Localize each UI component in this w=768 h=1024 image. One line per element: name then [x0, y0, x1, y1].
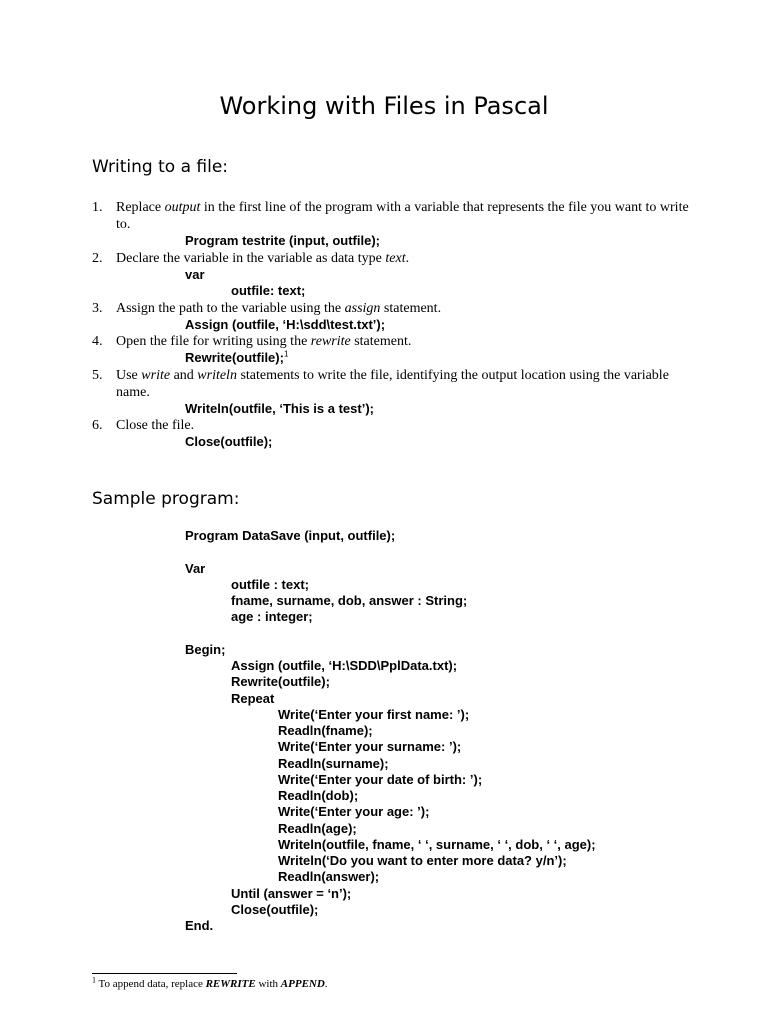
footnote-divider [92, 973, 237, 974]
program-line: End. [185, 918, 214, 933]
step-text-post: statements to write the file, identifying the output location using the variable name. [116, 367, 669, 400]
footnote-reference: 1 [283, 349, 289, 359]
program-line: age : integer; [231, 609, 313, 625]
step-text-emphasis: assign [344, 300, 381, 316]
step-item [92, 300, 692, 334]
step-text [116, 417, 692, 434]
sample-program-code [92, 528, 692, 934]
step-text-emphasis: rewrite [310, 334, 351, 349]
program-line: Writeln(outfile, fname, ‘ ‘, surname, ‘ ‘, dob, ‘ ‘, age); [278, 836, 596, 852]
program-line: Write(‘Enter your age: ’); [278, 804, 430, 820]
step-number: 2. [92, 250, 103, 266]
code-text: Program testrite (input, outfile); [185, 233, 380, 248]
program-line: Write(‘Enter your date of birth: ’); [278, 771, 483, 787]
footnote-marker: 1 [92, 975, 96, 985]
program-line: Close(outfile); [231, 901, 319, 917]
step-number: 4. [92, 334, 103, 349]
program-line: Readln(answer); [278, 869, 380, 885]
step-text-post: . [405, 250, 410, 266]
step-number: 5. [92, 367, 103, 383]
step-text-pre: Replace [116, 200, 165, 215]
step-text-pre: Use [116, 367, 142, 383]
step-text-emphasis: text [385, 250, 406, 266]
step-text-emphasis: output [164, 200, 201, 215]
program-line: outfile : text; [231, 576, 309, 592]
step-code-line [185, 267, 692, 284]
step-text-emphasis-2: writeln [197, 367, 237, 383]
step-code-line [185, 434, 692, 451]
step-number: 1. [92, 200, 103, 215]
program-line: Until (answer = ‘n’); [231, 885, 352, 901]
program-line: Write(‘Enter your surname: ’); [278, 739, 462, 755]
code-text: var [185, 266, 205, 282]
program-line: Repeat [231, 690, 275, 706]
code-text: Writeln(outfile, ‘This is a test’); [185, 400, 374, 416]
step-text-post: in the first line of the program with a variable that represents the file you want to write to. [116, 200, 689, 232]
step-text [116, 300, 692, 317]
page-title: Working with Files in Pascal [219, 92, 549, 120]
footnote-text-pre: To append data, replace [96, 978, 206, 990]
step-number: 6. [92, 418, 103, 433]
step-item [92, 250, 692, 300]
program-line: Readln(age); [278, 820, 357, 836]
program-line: Readln(dob); [278, 788, 359, 803]
step-text [116, 199, 692, 233]
steps-list [92, 199, 692, 451]
footnote-text-post: . [324, 978, 328, 990]
program-line: fname, surname, dob, answer : String; [231, 593, 468, 608]
step-text [116, 333, 692, 350]
program-line: Var [185, 560, 206, 576]
footnote-keyword-rewrite: REWRITE [205, 978, 256, 990]
step-code-line [185, 233, 692, 250]
step-text-emphasis: write [141, 367, 171, 383]
step-text-pre: Assign the path to the variable using the [116, 300, 345, 316]
section-heading-writing: Writing to a file: [92, 157, 229, 177]
blank-line [92, 626, 692, 642]
program-line: Rewrite(outfile); [231, 674, 330, 690]
code-text: Rewrite(outfile); [185, 350, 284, 365]
step-code-line [185, 401, 692, 418]
step-text [116, 367, 692, 401]
step-text-pre: Open the file for writing using the [116, 334, 311, 349]
program-line: Write(‘Enter your first name: ’); [278, 706, 470, 722]
program-line: Readln(surname); [278, 755, 389, 771]
section-heading-sample: Sample program: [92, 489, 240, 509]
program-line: Begin; [185, 641, 226, 657]
step-code-line [185, 317, 692, 334]
blank-line [92, 544, 692, 560]
program-line: Assign (outfile, ‘H:\SDD\PplData.txt); [231, 658, 458, 673]
footnote-text-mid: with [255, 978, 281, 990]
step-item [92, 367, 692, 418]
step-text [116, 250, 692, 267]
step-item [92, 333, 692, 367]
code-text: Assign (outfile, ‘H:\sdd\test.txt’); [185, 316, 386, 332]
program-line: Readln(fname); [278, 723, 373, 738]
step-text-mid: and [170, 367, 198, 383]
step-text-post: statement. [350, 334, 412, 349]
footnote-keyword-append: APPEND [280, 978, 325, 990]
step-item [92, 199, 692, 250]
footnote [92, 975, 328, 990]
step-number: 3. [92, 300, 103, 316]
step-text-pre: Declare the variable in the variable as data type [116, 250, 386, 266]
step-code-line [185, 350, 692, 367]
step-text-post: statement. [380, 300, 442, 316]
code-text: Close(outfile); [185, 434, 273, 449]
step-text-pre: Close the file. [116, 418, 195, 433]
code-text: outfile: text; [231, 283, 306, 298]
program-line: Program DataSave (input, outfile); [185, 528, 396, 543]
step-item [92, 417, 692, 451]
program-line: Writeln(‘Do you want to enter more data? y/n’); [278, 853, 567, 868]
step-code-line [231, 283, 692, 300]
